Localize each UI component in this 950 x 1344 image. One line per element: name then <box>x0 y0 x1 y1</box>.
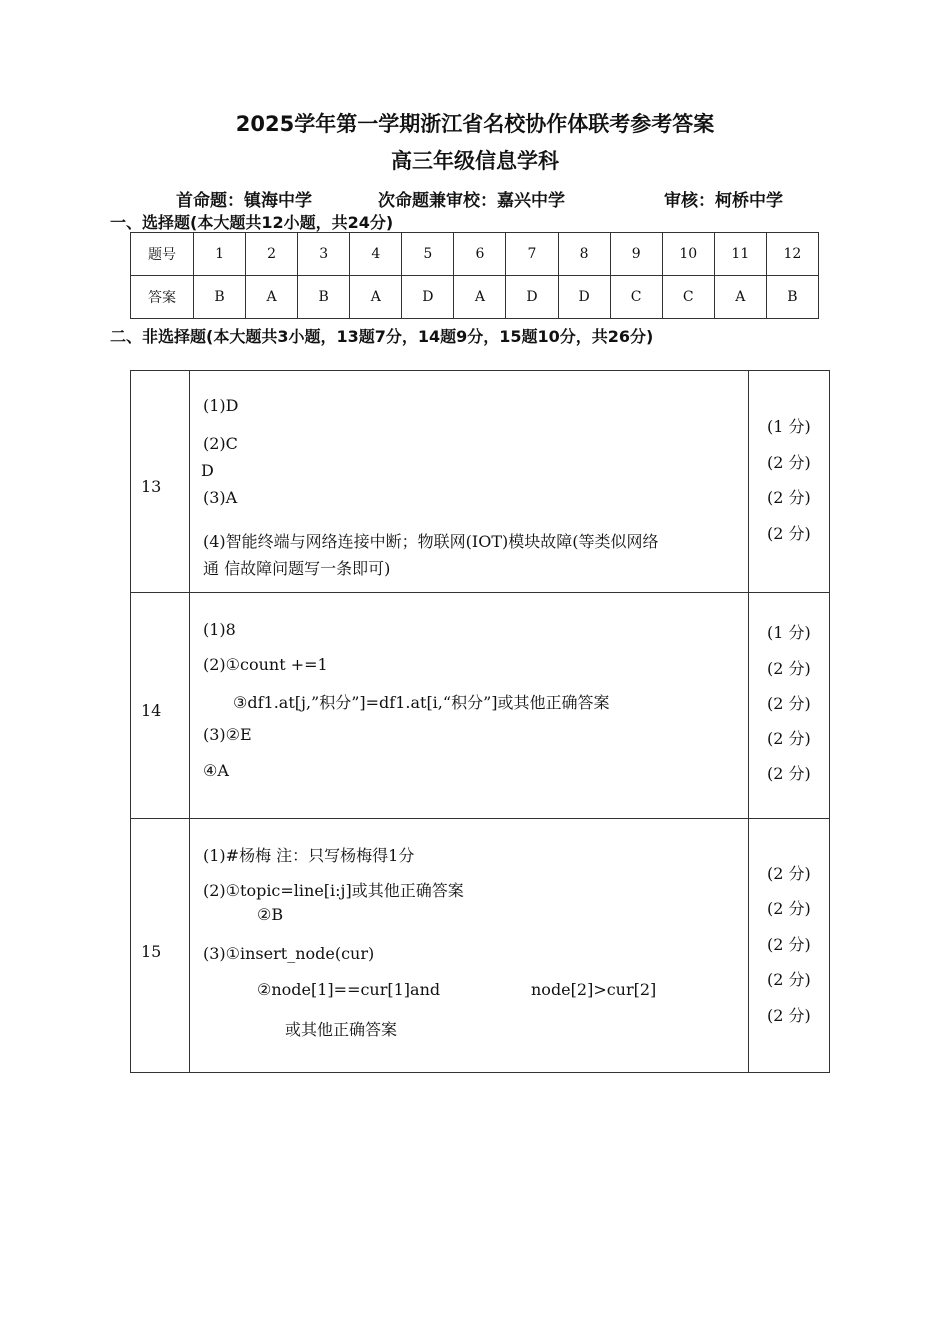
q15-line: 或其他正确答案 <box>285 1020 398 1039</box>
second-setter: 次命题兼审校：嘉兴中学 <box>378 191 565 211</box>
q14-score: (2 分) <box>767 694 811 713</box>
q13-line: (1)D <box>203 396 239 415</box>
q15-score: (2 分) <box>767 1006 811 1025</box>
q14-score: (2 分) <box>767 764 811 783</box>
answer-cell: D <box>558 276 610 319</box>
q15-line: ②B <box>257 905 284 924</box>
doc-title: 2025学年第一学期浙江省名校协作体联考参考答案 <box>235 112 715 136</box>
q13-score: (2 分) <box>767 524 811 543</box>
answer-cell: C <box>662 276 714 319</box>
answer-table <box>130 370 830 1073</box>
answer-cell: D <box>402 276 454 319</box>
question-number: 7 <box>506 233 558 276</box>
q14-line: ④A <box>203 761 229 780</box>
q14-line: (1)8 <box>203 620 236 639</box>
q13-line: (3)A <box>203 488 238 507</box>
q15-line: ②node[1]==cur[1]and <box>257 980 441 999</box>
q15-line: (2)①topic=line[i:j]或其他正确答案 <box>203 881 464 900</box>
answer-cell: D <box>506 276 558 319</box>
q13-score: (2 分) <box>767 453 811 472</box>
question-number: 10 <box>662 233 714 276</box>
number-row-label: 题号 <box>131 233 194 276</box>
q15-line: (1)#杨梅 注：只写杨梅得1分 <box>203 846 415 865</box>
q15-score: (2 分) <box>767 970 811 989</box>
column-divider <box>748 371 749 1072</box>
answer-row <box>131 276 819 319</box>
question-number: 2 <box>246 233 298 276</box>
q15-score: (2 分) <box>767 864 811 883</box>
q13-line: D <box>201 461 214 480</box>
q14-score: (2 分) <box>767 729 811 748</box>
row-divider <box>131 818 829 819</box>
question-number: 5 <box>402 233 454 276</box>
question-number: 3 <box>298 233 350 276</box>
question-number: 12 <box>766 233 818 276</box>
answer-cell: C <box>610 276 662 319</box>
q15-line: (3)①insert_node(cur) <box>203 944 375 963</box>
question-number: 1 <box>194 233 246 276</box>
q13-score: (2 分) <box>767 488 811 507</box>
q14-line: (2)①count +=1 <box>203 655 328 674</box>
column-divider <box>189 371 190 1072</box>
answer-cell: A <box>350 276 402 319</box>
section1-heading: 一、选择题(本大题共12小题，共24分) <box>110 213 394 232</box>
answer-cell: B <box>298 276 350 319</box>
q13-line: (4)智能终端与网络连接中断；物联网(IOT)模块故障(等类似网络 <box>203 532 659 551</box>
q15-score: (2 分) <box>767 899 811 918</box>
q14-line: (3)②E <box>203 725 252 744</box>
reviewer: 审核：柯桥中学 <box>664 191 783 211</box>
q14-line: ③df1.at[j,”积分”]=df1.at[i,“积分”]或其他正确答案 <box>233 693 610 712</box>
q15-line: node[2]>cur[2] <box>531 980 657 999</box>
answer-cell: A <box>454 276 506 319</box>
number-row <box>131 233 819 276</box>
q13-line: 通 信故障问题写一条即可) <box>203 559 391 578</box>
answer-cell: B <box>766 276 818 319</box>
answer-row-label: 答案 <box>131 276 194 319</box>
q14-number: 14 <box>141 701 162 720</box>
question-number: 6 <box>454 233 506 276</box>
question-number: 8 <box>558 233 610 276</box>
answer-cell: A <box>714 276 766 319</box>
q13-number: 13 <box>141 477 162 496</box>
q14-score: (2 分) <box>767 659 811 678</box>
q14-score: (1 分) <box>767 623 811 642</box>
question-number: 4 <box>350 233 402 276</box>
doc-subtitle: 高三年级信息学科 <box>391 149 559 173</box>
section2-heading: 二、非选择题(本大题共3小题，13题7分，14题9分，15题10分，共26分) <box>110 327 654 346</box>
q15-score: (2 分) <box>767 935 811 954</box>
answer-cell: B <box>194 276 246 319</box>
q15-number: 15 <box>141 942 162 961</box>
q13-score: (1 分) <box>767 417 811 436</box>
answer-cell: A <box>246 276 298 319</box>
first-setter: 首命题：镇海中学 <box>176 191 312 211</box>
multiple-choice-table <box>130 232 819 319</box>
question-number: 11 <box>714 233 766 276</box>
question-number: 9 <box>610 233 662 276</box>
row-divider <box>131 592 829 593</box>
q13-line: (2)C <box>203 434 238 453</box>
